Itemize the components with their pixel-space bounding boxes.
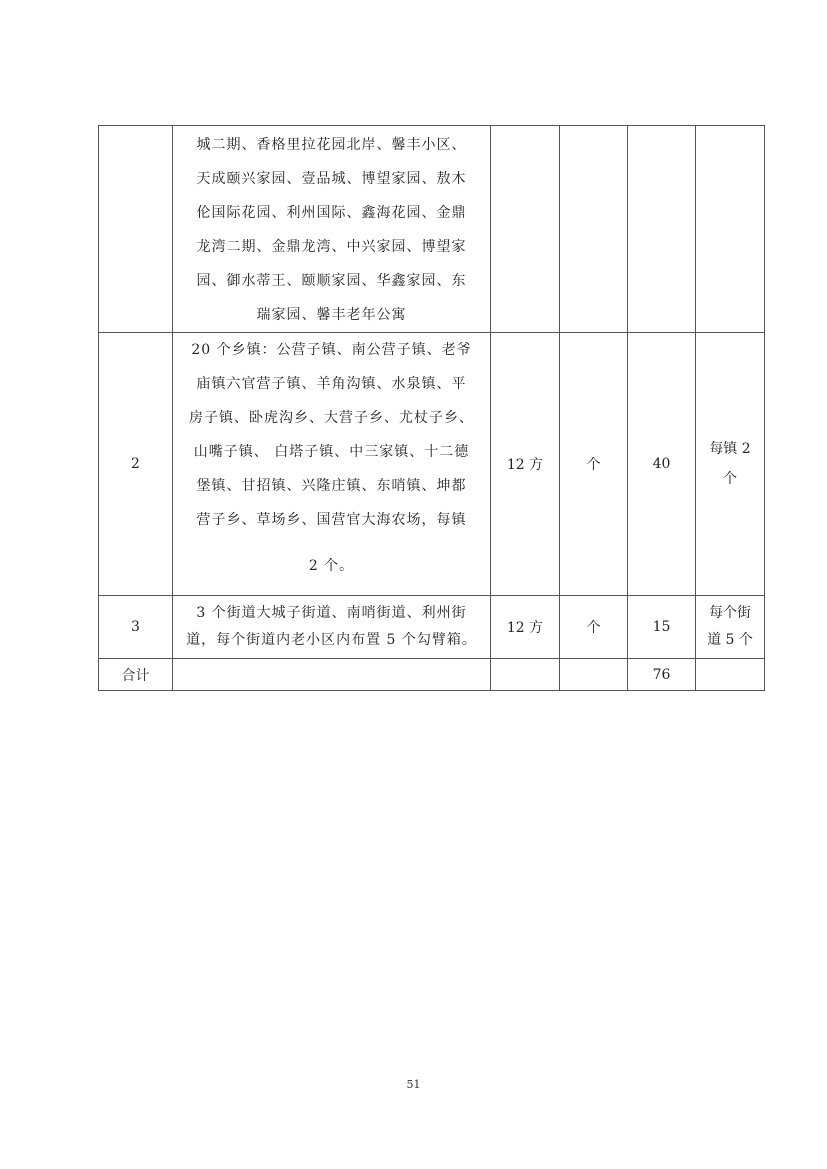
row-description-cell [173, 596, 491, 659]
total-spec-cell [491, 659, 560, 691]
data-table [98, 125, 765, 691]
page-number: 51 [406, 1078, 421, 1091]
row-spec-cell: 12 方 [491, 333, 560, 596]
note-line: 个 [723, 471, 737, 487]
description-line: 山嘴子镇、 白塔子镇、中三家镇、十二德 [193, 444, 470, 460]
description-line: 庙镇六官营子镇、羊角沟镇、水泉镇、平 [196, 376, 467, 392]
note-line: 每个街 [709, 605, 751, 621]
total-unit-cell [560, 659, 628, 691]
description-line: 城二期、香格里拉花园北岸、馨丰小区、 [196, 137, 467, 153]
table-row [99, 333, 765, 596]
description-line: 营子乡、草场乡、国营官大海农场，每镇 [196, 512, 467, 528]
note-line: 道 5 个 [707, 632, 753, 648]
row-quantity-cell [628, 126, 696, 333]
note-line: 每镇 2 [709, 441, 751, 457]
table-row [99, 126, 765, 333]
description-line: 天成颐兴家园、壹品城、博望家园、敖木 [196, 171, 467, 187]
row-quantity-cell: 15 [628, 596, 696, 659]
row-description-cell [173, 333, 491, 596]
total-description-cell [173, 659, 491, 691]
row-index-cell [99, 126, 173, 333]
description-line: 房子镇、卧虎沟乡、大营子乡、尤杖子乡、 [189, 410, 474, 426]
table-row [99, 596, 765, 659]
description-line: 道，每个街道内老小区内布置 5 个勾臂箱。 [186, 632, 477, 648]
row-unit-cell [560, 126, 628, 333]
row-description-cell [173, 126, 491, 333]
description-line: 龙湾二期、金鼎龙湾、中兴家园、博望家 [196, 239, 467, 255]
total-label-cell: 合计 [99, 659, 173, 691]
description-line: 伦国际花园、利州国际、鑫海花园、金鼎 [196, 205, 467, 221]
description-line: 堡镇、甘招镇、兴隆庄镇、东哨镇、坤都 [196, 478, 467, 494]
row-spec-cell [491, 126, 560, 333]
row-unit-cell: 个 [560, 596, 628, 659]
total-note-cell [696, 659, 765, 691]
total-quantity-cell: 76 [628, 659, 696, 691]
total-row [99, 659, 765, 691]
row-unit-cell: 个 [560, 333, 628, 596]
row-index-cell: 2 [99, 333, 173, 596]
row-note-cell [696, 333, 765, 596]
description-line: 园、御水蒂王、颐顺家园、华鑫家园、东 [196, 273, 467, 289]
row-quantity-cell: 40 [628, 333, 696, 596]
row-index-cell: 3 [99, 596, 173, 659]
description-line: 2 个。 [308, 558, 355, 574]
row-note-cell [696, 126, 765, 333]
row-spec-cell: 12 方 [491, 596, 560, 659]
description-line: 3 个街道大城子街道、南哨街道、利州街 [196, 605, 467, 621]
description-line: 瑞家园、馨丰老年公寓 [256, 307, 407, 323]
description-line: 20 个乡镇：公营子镇、南公营子镇、老爷 [191, 342, 472, 358]
row-note-cell [696, 596, 765, 659]
